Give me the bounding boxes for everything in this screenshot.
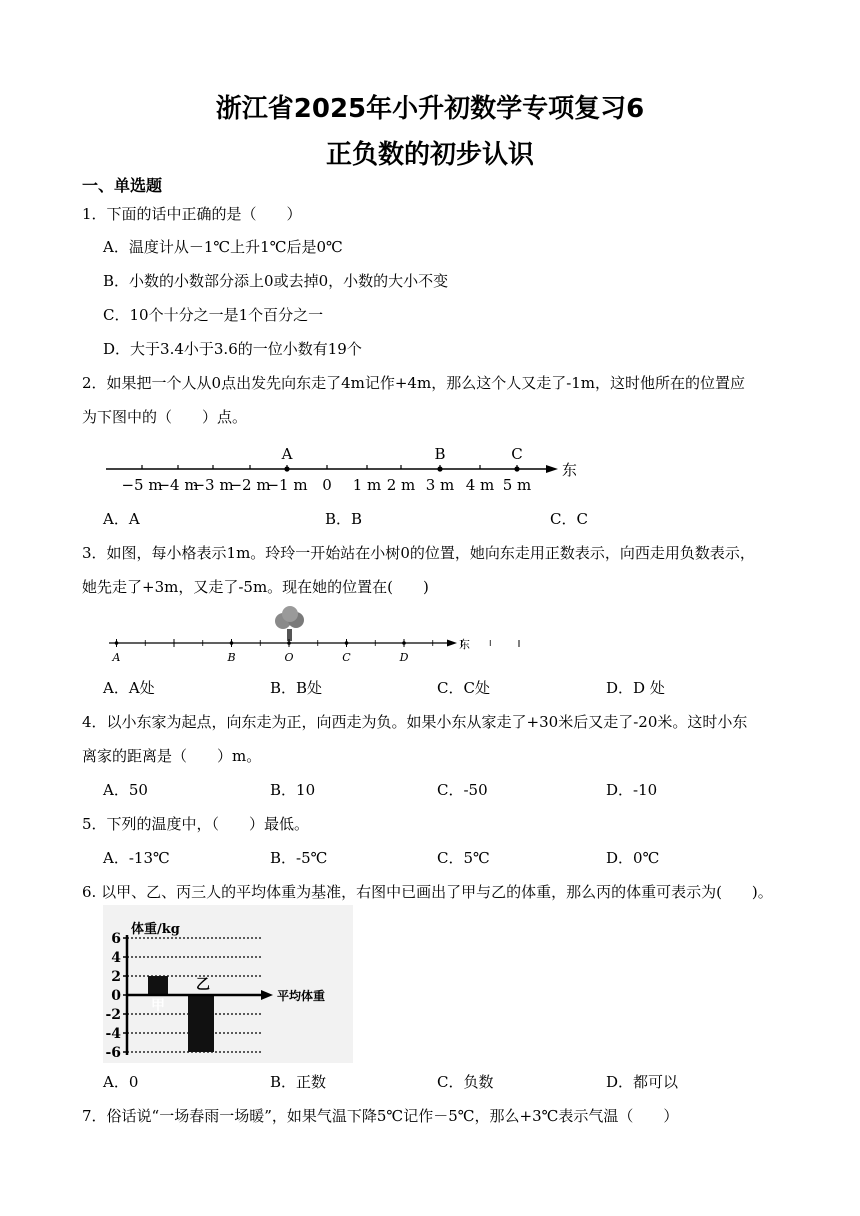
q3-point-a — [115, 641, 119, 645]
q6-option-d: D．都可以 — [606, 1073, 679, 1091]
q1-stem: 1．下面的话中正确的是（ ） — [82, 205, 302, 223]
q3-point-label: C — [342, 651, 351, 664]
q2-tick-label: 0 — [322, 476, 332, 494]
q3-point-label: A — [112, 651, 121, 664]
q6-ytick-label: 0 — [111, 988, 121, 1004]
doc-title-line2: 正负数的初步认识 — [325, 140, 534, 170]
q3-direction-label: 东 — [459, 638, 470, 651]
q2-point-label: C — [511, 445, 523, 463]
q1-option-d: D．大于3.4小于3.6的一位小数有19个 — [103, 340, 362, 358]
q4-option-b: B．10 — [270, 781, 316, 799]
q2-axis-arrow — [546, 465, 558, 473]
q2-tick-label: −4 m — [157, 476, 199, 494]
q2-direction-label: 东 — [562, 461, 578, 479]
q5-option-b: B．-5℃ — [270, 849, 328, 867]
q1-option-a: A．温度计从－1℃上升1℃后是0℃ — [103, 238, 343, 256]
q2-point-label: A — [281, 445, 293, 463]
q6-stem: 6. 以甲、乙、丙三人的平均体重为基准，右图中已画出了甲与乙的体重，那么丙的体重可表示为( )。 — [82, 883, 773, 901]
q6-ytick-label: 2 — [111, 969, 121, 985]
q2-tick-label: 4 m — [465, 476, 495, 494]
q4-stem-line2: 离家的距离是（ ）m。 — [82, 747, 262, 765]
q1-option-b: B．小数的小数部分添上0或去掉0，小数的大小不变 — [103, 272, 449, 290]
q3-axis-arrow — [447, 640, 457, 647]
q3-option-c: C．C处 — [437, 679, 490, 697]
q6-option-a: A．0 — [103, 1073, 139, 1091]
q5-stem: 5．下列的温度中，（ ）最低。 — [82, 815, 310, 833]
q2-stem-line2: 为下图中的（ ）点。 — [82, 408, 248, 426]
q3-option-d: D．D 处 — [606, 679, 665, 697]
q2-option-b: B．B — [325, 510, 363, 528]
q2-tick-label: −2 m — [229, 476, 271, 494]
q3-point-b — [230, 641, 234, 645]
q5-option-d: D．0℃ — [606, 849, 660, 867]
q2-tick-label: 2 m — [386, 476, 416, 494]
q6-option-c: C．负数 — [437, 1073, 494, 1091]
section-heading: 一、单选题 — [82, 176, 163, 195]
q2-tick-label: −5 m — [121, 476, 163, 494]
q3-option-a: A．A处 — [103, 679, 155, 697]
q2-point-c — [514, 466, 519, 471]
q4-option-a: A．50 — [103, 781, 148, 799]
q2-tick-label: 1 m — [352, 476, 382, 494]
q3-point-o — [287, 641, 291, 645]
q4-option-c: C．-50 — [437, 781, 488, 799]
q2-number-line — [100, 445, 600, 495]
q4-stem-line1: 4．以小东家为起点，向东走为正，向西走为负。如果小东从家走了+30米后又走了-20米。这时小东 — [82, 713, 748, 731]
q3-point-label: O — [284, 651, 294, 664]
q6-ytick-label: -2 — [105, 1007, 121, 1023]
q6-ylabel: 体重/kg — [131, 922, 180, 937]
doc-title-line1: 浙江省2025年小升初数学专项复习6 — [215, 94, 645, 124]
q2-option-a: A．A — [103, 510, 140, 528]
q3-point-label: D — [399, 651, 409, 664]
q6-bar-label: 甲 — [151, 998, 165, 1014]
q5-option-a: A．-13℃ — [103, 849, 170, 867]
q7-stem: 7．俗话说“一场春雨一场暖”，如果气温下降5℃记作－5℃，那么+3℃表示气温（ ） — [82, 1107, 679, 1125]
q6-weight-chart — [103, 905, 353, 1063]
q2-point-b — [437, 466, 442, 471]
q2-tick-label: −1 m — [266, 476, 308, 494]
q2-stem-line1: 2．如果把一个人从0点出发先向东走了4m记作+4m，那么这个人又走了-1m，这时他所在的位置应 — [82, 374, 746, 392]
q6-option-b: B．正数 — [270, 1073, 327, 1091]
q2-point-a — [284, 466, 289, 471]
q3-point-d — [402, 641, 406, 645]
q3-option-b: B．B处 — [270, 679, 323, 697]
q6-axis-label: 平均体重 — [277, 989, 326, 1003]
q2-tick-label: −3 m — [192, 476, 234, 494]
q2-tick-label: 5 m — [502, 476, 532, 494]
q6-bar-label: 乙 — [196, 977, 210, 993]
q5-option-c: C．5℃ — [437, 849, 490, 867]
q6-ytick-label: 6 — [111, 931, 121, 947]
q3-stem-line1: 3．如图，每小格表示1m。玲玲一开始站在小树0的位置，她向东走用正数表示，向西走用负数表示， — [82, 544, 755, 562]
q6-bar-1 — [148, 976, 168, 995]
q6-bar-2 — [188, 995, 214, 1052]
q6-ytick-label: -4 — [105, 1026, 121, 1042]
q3-point-label: B — [227, 651, 236, 664]
q4-option-d: D．-10 — [606, 781, 658, 799]
q3-stem-line2: 她先走了+3m，又走了-5m。现在她的位置在( ) — [82, 578, 429, 596]
q6-ytick-label: 4 — [111, 950, 121, 966]
tree-icon — [275, 606, 304, 641]
q3-number-line — [105, 607, 485, 667]
q2-tick-label: 3 m — [425, 476, 455, 494]
q2-option-c: C．C — [550, 510, 588, 528]
q2-point-label: B — [434, 445, 446, 463]
q6-ytick-label: -6 — [105, 1045, 121, 1061]
q3-point-c — [345, 641, 349, 645]
q1-option-c: C．10个十分之一是1个百分之一 — [103, 306, 324, 324]
